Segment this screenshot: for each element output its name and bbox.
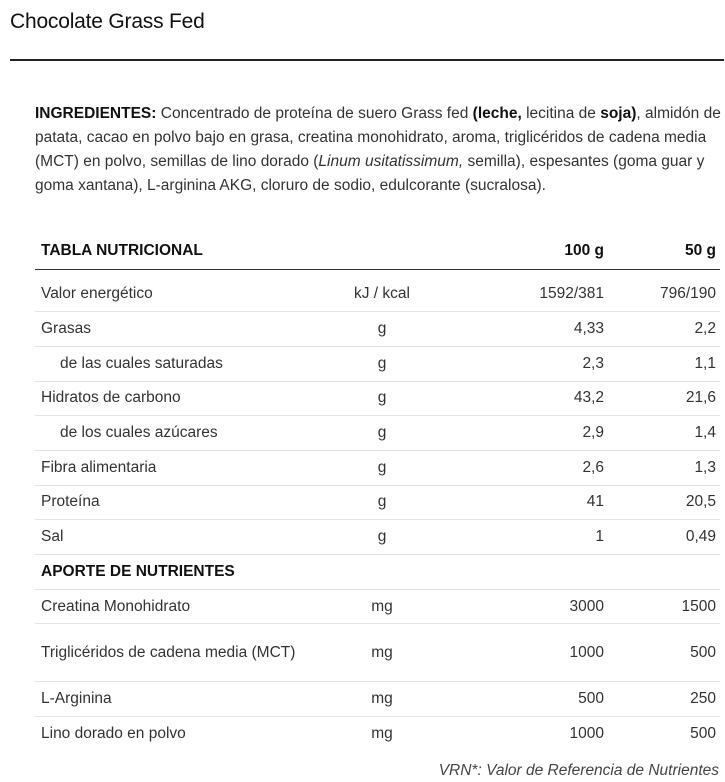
value-50g: 1500 bbox=[681, 597, 716, 615]
value-50g: 1,1 bbox=[694, 354, 716, 372]
table-row bbox=[35, 520, 720, 555]
nutrient-name: Creatina Monohidrato bbox=[41, 597, 191, 615]
table-title: TABLA NUTRICIONAL bbox=[41, 241, 203, 259]
value-50g: 2,2 bbox=[694, 320, 716, 338]
value-50g: 250 bbox=[690, 690, 716, 708]
nutrient-unit: g bbox=[377, 354, 387, 372]
value-100g: 500 bbox=[578, 690, 604, 708]
table-row bbox=[35, 717, 720, 752]
value-50g: 20,5 bbox=[685, 493, 716, 511]
nutrient-unit: mg bbox=[371, 643, 393, 661]
nutrient-unit: g bbox=[377, 424, 387, 442]
value-100g: 2,3 bbox=[582, 354, 604, 372]
nutrient-unit: g bbox=[377, 493, 387, 511]
value-100g: 1592/381 bbox=[539, 285, 604, 303]
section-title: APORTE DE NUTRIENTES bbox=[41, 562, 235, 580]
ingredients-part: , almidón de patata, cacao en polvo bajo en grasa, creatina monohidrato, aroma, triglicéridos de cadena media (MCT) en polvo, semillas de lino dorado ( bbox=[35, 105, 721, 170]
value-50g: 1,4 bbox=[694, 424, 716, 442]
value-100g: 1000 bbox=[569, 643, 604, 661]
section-header-row bbox=[35, 555, 720, 590]
allergen-milk: (leche, bbox=[472, 105, 522, 122]
nutrient-unit: g bbox=[377, 458, 387, 476]
unit-header bbox=[306, 233, 458, 269]
col-50g-header: 50 g bbox=[684, 241, 716, 259]
value-50g: 796/190 bbox=[659, 285, 716, 303]
value-50g: 500 bbox=[690, 725, 716, 743]
latin-name: Linum usitatissimum, bbox=[318, 153, 464, 170]
title-divider bbox=[10, 59, 724, 61]
ingredients-part: Concentrado de proteína de suero Grass fed bbox=[156, 105, 473, 122]
table-row bbox=[35, 450, 720, 485]
nutrient-name: Hidratos de carbono bbox=[41, 389, 181, 407]
nutrient-name: Lino dorado en polvo bbox=[41, 725, 186, 743]
value-100g: 3000 bbox=[569, 597, 604, 615]
allergen-soy: soja) bbox=[600, 105, 637, 122]
table-row bbox=[35, 485, 720, 520]
nutrient-unit: g bbox=[377, 528, 387, 546]
table-row bbox=[35, 624, 720, 682]
table-row bbox=[35, 416, 720, 451]
value-50g: 0,49 bbox=[685, 528, 716, 546]
nutrient-name: Triglicéridos de cadena media (MCT) bbox=[41, 643, 296, 661]
nutrient-unit: mg bbox=[371, 725, 393, 743]
col-100g-header: 100 g bbox=[564, 241, 604, 259]
value-100g: 2,6 bbox=[582, 458, 604, 476]
value-100g: 43,2 bbox=[573, 389, 604, 407]
ingredients-part: lecitina de bbox=[521, 105, 601, 122]
nutrient-unit: g bbox=[377, 389, 387, 407]
nutrient-name: de las cuales saturadas bbox=[60, 354, 223, 372]
value-50g: 500 bbox=[690, 643, 716, 661]
nutrient-name: Fibra alimentaria bbox=[41, 458, 157, 476]
footnote: VRN*: Valor de Referencia de Nutrientes bbox=[438, 762, 719, 779]
value-100g: 1 bbox=[595, 528, 604, 546]
table-row bbox=[35, 346, 720, 381]
value-100g: 1000 bbox=[569, 725, 604, 743]
nutrient-name: L-Arginina bbox=[41, 690, 112, 708]
table-row bbox=[35, 381, 720, 416]
nutrient-name: Sal bbox=[41, 528, 64, 546]
ingredients-label: INGREDIENTES: bbox=[35, 105, 157, 122]
value-100g: 2,9 bbox=[582, 424, 604, 442]
ingredients-text bbox=[35, 102, 721, 198]
product-title: Chocolate Grass Fed bbox=[10, 10, 205, 33]
nutrition-table bbox=[35, 233, 720, 751]
value-100g: 4,33 bbox=[573, 320, 604, 338]
nutrient-name: Valor energético bbox=[41, 285, 153, 303]
nutrient-unit: kJ / kcal bbox=[354, 285, 410, 303]
nutrient-name: Grasas bbox=[41, 320, 91, 338]
value-100g: 41 bbox=[586, 493, 604, 511]
value-50g: 21,6 bbox=[685, 389, 716, 407]
nutrient-name: Proteína bbox=[41, 493, 100, 511]
nutrient-name: de los cuales azúcares bbox=[60, 424, 218, 442]
nutrient-unit: mg bbox=[371, 690, 393, 708]
table-row bbox=[35, 682, 720, 717]
table-header bbox=[35, 233, 720, 269]
table-row bbox=[35, 312, 720, 347]
nutrient-unit: mg bbox=[371, 597, 393, 615]
ingredients-part: semilla), espesantes (goma guar y goma xantana), L-arginina AKG, cloruro de sodio, edulcorante (sucralosa). bbox=[35, 153, 705, 194]
nutrient-unit: g bbox=[377, 320, 387, 338]
value-50g: 1,3 bbox=[694, 458, 716, 476]
table-row bbox=[35, 589, 720, 624]
table-row bbox=[35, 277, 720, 312]
